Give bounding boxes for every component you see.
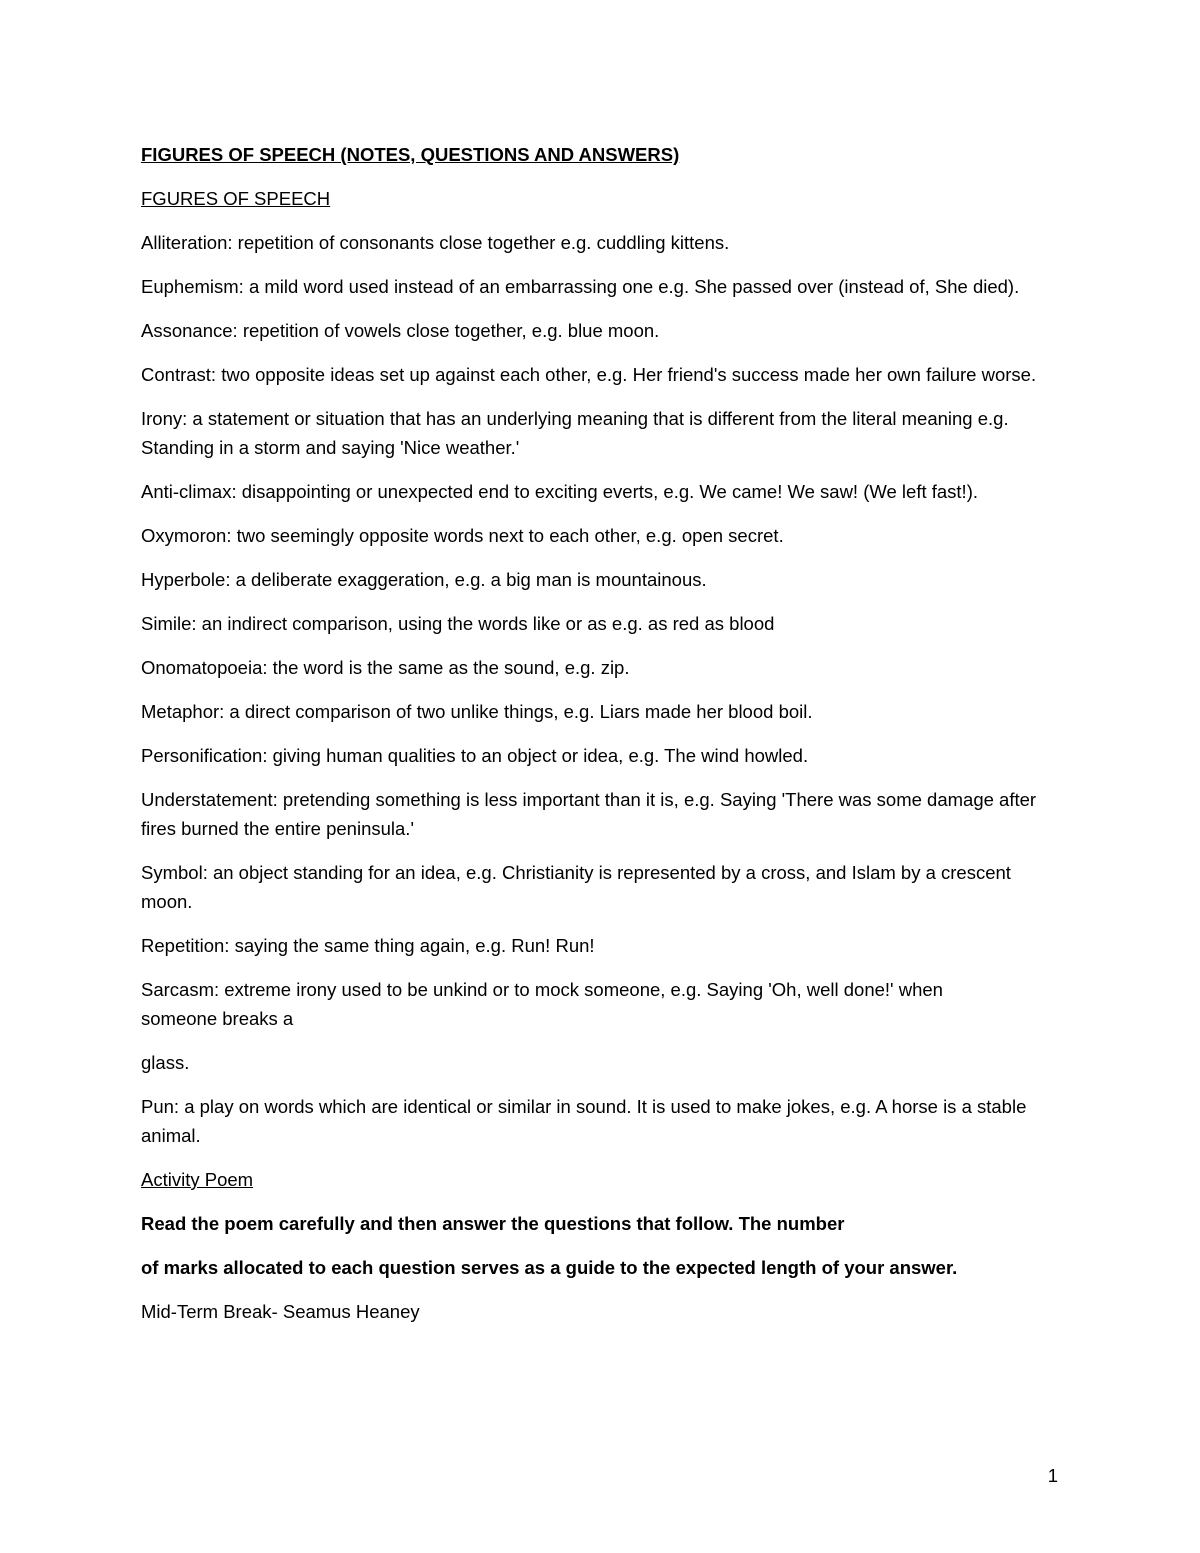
definition-understatement: Understatement: pretending something is less important than it is, e.g. Saying 'There was some damage after fires burned the entire peninsula.': [141, 789, 1037, 839]
definition-anti-climax: Anti-climax: disappointing or unexpected end to exciting everts, e.g. We came! We saw! (We left fast!).: [141, 481, 978, 502]
definition-hyperbole: Hyperbole: a deliberate exaggeration, e.g. a big man is mountainous.: [141, 569, 707, 590]
instruction-line-2: of marks allocated to each question serves as a guide to the expected length of your answer.: [141, 1257, 958, 1278]
definition-alliteration: Alliteration: repetition of consonants close together e.g. cuddling kittens.: [141, 232, 730, 253]
sarcasm-continuation: glass.: [141, 1052, 190, 1073]
poem-title: Mid-Term Break- Seamus Heaney: [141, 1301, 420, 1322]
definition-repetition: Repetition: saying the same thing again, e.g. Run! Run!: [141, 935, 595, 956]
section-heading: FGURES OF SPEECH: [141, 188, 331, 209]
definition-assonance: Assonance: repetition of vowels close together, e.g. blue moon.: [141, 320, 660, 341]
definition-pun: Pun: a play on words which are identical or similar in sound. It is used to make jokes, e.g. A horse is a stable animal.: [141, 1096, 1027, 1146]
instruction-line-1: Read the poem carefully and then answer the questions that follow. The number: [141, 1213, 845, 1234]
definition-oxymoron: Oxymoron: two seemingly opposite words next to each other, e.g. open secret.: [141, 525, 784, 546]
page-title: FIGURES OF SPEECH (NOTES, QUESTIONS AND ANSWERS): [141, 144, 680, 165]
definition-personification: Personification: giving human qualities to an object or idea, e.g. The wind howled.: [141, 745, 809, 766]
sarcasm-line-2: someone breaks a: [141, 1008, 294, 1029]
definition-euphemism: Euphemism: a mild word used instead of an embarrassing one e.g. She passed over (instead of, She died).: [141, 276, 1020, 297]
activity-heading: Activity Poem: [141, 1169, 254, 1190]
document-body: [141, 140, 1061, 1341]
page-number: 1: [1047, 1465, 1058, 1486]
definition-simile: Simile: an indirect comparison, using the words like or as e.g. as red as blood: [141, 613, 775, 634]
definition-onomatopoeia: Onomatopoeia: the word is the same as the sound, e.g. zip.: [141, 657, 630, 678]
definition-irony: Irony: a statement or situation that has an underlying meaning that is different from the literal meaning e.g. Standing in a storm and saying 'Nice weather.': [141, 408, 1009, 458]
definition-symbol: Symbol: an object standing for an idea, e.g. Christianity is represented by a cross, and Islam by a crescent moon.: [141, 862, 1011, 912]
sarcasm-line-1: Sarcasm: extreme irony used to be unkind or to mock someone, e.g. Saying 'Oh, well done!' when: [141, 979, 943, 1000]
definition-metaphor: Metaphor: a direct comparison of two unlike things, e.g. Liars made her blood boil.: [141, 701, 813, 722]
definition-sarcasm: [141, 975, 1061, 1033]
definition-contrast: Contrast: two opposite ideas set up against each other, e.g. Her friend's success made her own failure worse.: [141, 364, 1037, 385]
